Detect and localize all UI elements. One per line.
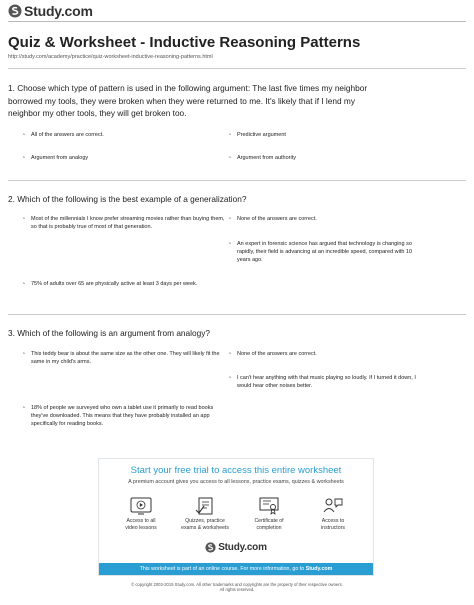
q3-option-a[interactable]: ◔ This teddy bear is about the same size as the other one. They will likely fit the same in my child's arms. — [22, 351, 220, 366]
q2-option-a[interactable]: ◔ Most of the millennials I know prefer streaming movies rather than buying them, so that is probably true of most of that generation. — [22, 216, 225, 231]
radio-bullet-icon: ◔ — [228, 216, 232, 222]
study-logo — [8, 3, 93, 19]
promo-study-logo: Study.com — [99, 542, 373, 553]
q2-option-c[interactable]: ◔ An expert in forensic science has argued that technology is changing so rapidly, their field is advancing at an incredible speed, compared with 10 years ago. — [228, 241, 413, 264]
logo-text: Study.com — [24, 3, 93, 19]
question-3-text: 3. Which of the following is an argument from analogy? — [8, 328, 210, 338]
q1-option-d[interactable]: ◔ Argument from authority — [228, 155, 296, 161]
promo-title: Start your free trial to access this entire worksheet — [130, 465, 342, 476]
radio-bullet-icon: ◔ — [22, 216, 26, 222]
q1-option-c[interactable]: ◔ Argument from analogy — [22, 155, 89, 161]
premium-promo-box — [98, 458, 374, 576]
q1-option-a[interactable]: ◔ All of the answers are correct. — [22, 132, 104, 138]
radio-bullet-icon: ◔ — [228, 241, 232, 247]
promo-footer-bar: This worksheet is part of an online course. For more information, go to Study.com — [99, 563, 373, 575]
certificate-icon — [259, 497, 279, 515]
radio-bullet-icon: ◔ — [228, 155, 232, 161]
page-title: Quiz & Worksheet - Inductive Reasoning Patterns — [8, 34, 361, 51]
radio-bullet-icon: ◔ — [22, 155, 26, 161]
radio-bullet-icon: ◔ — [228, 375, 232, 381]
study-logo-icon — [205, 542, 216, 553]
feature-certificate: Certificate of completion — [241, 497, 297, 531]
feature-quizzes: Quizzes, practice exams & worksheets — [177, 497, 233, 531]
page-url: http://study.com/academy/practice/quiz-worksheet-inductive-reasoning-patterns.html — [8, 54, 213, 60]
q3-option-d[interactable]: ◔ 18% of people we surveyed who own a tablet use it primarily to read books they've downloaded. This means that they have probably installed an app specifically for reading books. — [22, 405, 214, 428]
q1-option-b[interactable]: ◔ Predictive argument — [228, 132, 286, 138]
study-link[interactable]: Study.com — [305, 566, 333, 572]
radio-bullet-icon: ◔ — [228, 351, 232, 357]
promo-subtitle: A premium account gives you access to all lessons, practice exams, quizzes & worksheets — [128, 479, 344, 485]
radio-bullet-icon: ◔ — [22, 351, 26, 357]
instructors-icon — [322, 497, 344, 515]
header-rule — [8, 68, 466, 69]
feature-instructors: Access to instructors — [305, 497, 361, 531]
radio-bullet-icon: ◔ — [22, 405, 26, 411]
quiz-icon — [195, 497, 215, 515]
question-2-text: 2. Which of the following is the best example of a generalization? — [8, 194, 247, 204]
copyright: © copyright 2003-2015 Study.com. All other trademarks and copyrights are the property of their respective owners. All rights reserved. — [131, 582, 343, 593]
radio-bullet-icon: ◔ — [22, 281, 26, 287]
q2-option-b[interactable]: ◔ None of the answers are correct. — [228, 216, 317, 222]
study-logo-icon — [8, 4, 22, 18]
video-icon — [130, 497, 152, 515]
feature-video-lessons: Access to all video lessons — [113, 497, 169, 531]
radio-bullet-icon: ◔ — [22, 132, 26, 138]
radio-bullet-icon: ◔ — [228, 132, 232, 138]
question-divider — [8, 314, 466, 315]
q3-option-c[interactable]: ◔ I can't hear anything with that music playing so loudly. If I turned it down, I would hear other noises better. — [228, 375, 416, 390]
header-divider — [8, 21, 466, 22]
question-divider — [8, 180, 466, 181]
q3-option-b[interactable]: ◔ None of the answers are correct. — [228, 351, 317, 357]
q2-option-d[interactable]: ◔ 75% of adults over 65 are physically active at least 3 days per week. — [22, 281, 198, 287]
question-1-text: 1. Choose which type of pattern is used in the following argument: The last five times my neighbor borrowed my tools, they were broken when they were returned to me. It's likely that if I lend my neighbor my other tools, they will get broken too. — [8, 83, 368, 118]
